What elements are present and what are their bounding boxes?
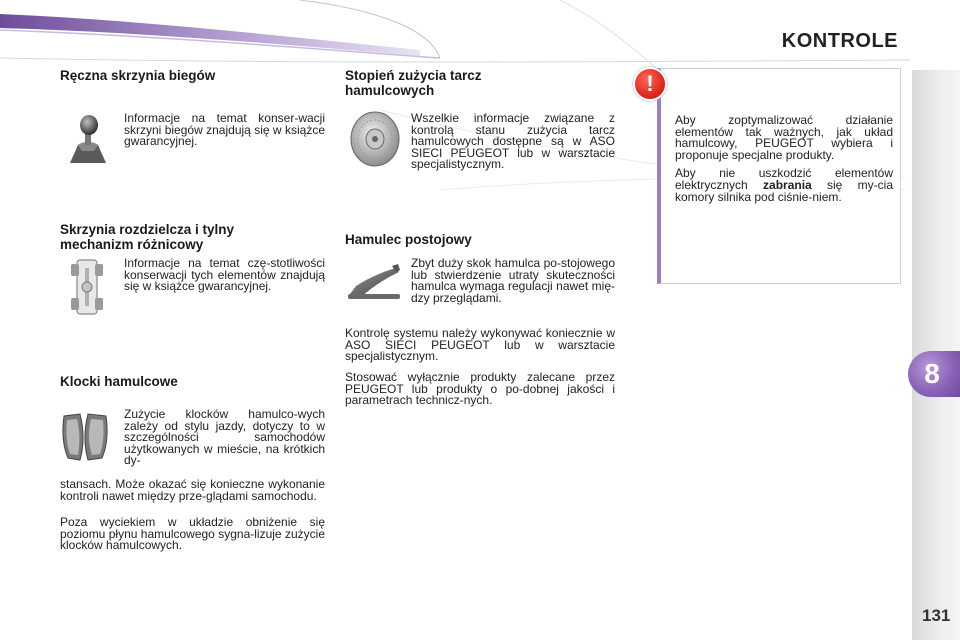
text-parking-brake-2: Kontrolę systemu należy wykonywać koniecznie w ASO SIECI PEUGEOT lub w warsztacie specjalistycznym. <box>345 326 615 364</box>
text-transfer-case: Informacje na temat czę-stotliwości konserwacji tych elementów znajdują się w książce gwarancyjnej. <box>124 256 325 294</box>
page-title: KONTROLE <box>781 30 898 52</box>
notice-box <box>657 68 901 284</box>
text-parking-brake-1: Zbyt duży skok hamulca po-stojowego lub stwierdzenie utraty skuteczności hamulca wymaga regulacji nawet mię-dzy przeglądami. <box>411 256 615 305</box>
page-number: 131 <box>922 606 951 625</box>
notice-emphasis: zabrania <box>763 177 812 192</box>
brake-pads-icon <box>60 408 112 464</box>
heading-transfer-case-line2: mechanizm różnicowy <box>60 237 204 252</box>
heading-transfer-case <box>60 222 300 252</box>
heading-brake-discs-line1: Stopień zużycia tarcz <box>345 68 482 83</box>
heading-brake-discs <box>345 68 585 98</box>
brake-disc-icon <box>348 110 402 168</box>
text-brake-pads-3: Poza wyciekiem w układzie obniżenie się poziomu płynu hamulcowego sygna-lizuje zużycie klocków hamulcowych. <box>60 515 325 553</box>
notice-paragraph-1: Aby zoptymalizować działanie elementów tak ważnych, jak układ hamulcowy, PEUGEOT wybiera i proponuje specjalne produkty. <box>675 113 893 162</box>
heading-transfer-case-line1: Skrzynia rozdzielcza i tylny <box>60 222 235 237</box>
chapter-number: 8 <box>924 358 940 389</box>
gear-lever-icon <box>64 113 110 165</box>
text-brake-pads-1: Zużycie klocków hamulco-wych zależy od stylu jazdy, dotyczy to w szczególności samochodów użytkowanych w mieście, na krótkich dy- <box>124 407 325 468</box>
heading-brake-discs-line2: hamulcowych <box>345 83 435 98</box>
heading-manual-gearbox: Ręczna skrzynia biegów <box>60 68 216 83</box>
text-brake-discs: Wszelkie informacje związane z kontrolą stanu zużycia tarcz hamulcowych dostępne są w ASO SIECI PEUGEOT lub w warsztacie specjalistycznym. <box>411 111 615 172</box>
warning-icon-glyph: ! <box>646 71 654 96</box>
notice-paragraph-2 <box>675 168 893 203</box>
heading-brake-pads: Klocki hamulcowe <box>60 374 178 389</box>
text-manual-gearbox: Informacje na temat konser-wacji skrzyni biegów znajdują się w książce gwarancyjnej. <box>124 111 325 149</box>
parking-brake-lever-icon <box>346 262 402 302</box>
text-parking-brake-3: Stosować wyłącznie produkty zalecane przez PEUGEOT lub produkty o po-dobnej jakości i parametrach technicz-nych. <box>345 370 615 408</box>
transfer-case-icon <box>70 258 104 316</box>
warning-icon <box>633 67 667 101</box>
notice-paragraph-2-start: Aby nie uszkodzić elementów elektrycznych <box>675 166 893 192</box>
chapter-tab[interactable] <box>908 351 960 397</box>
text-brake-pads-2: stansach. Może okazać się konieczne wykonanie kontroli nawet między prze-glądami samochodu. <box>60 477 325 503</box>
heading-parking-brake: Hamulec postojowy <box>345 232 472 247</box>
notice-paragraph-2-end: się my-cia komory silnika pod ciśnie-niem. <box>675 177 894 204</box>
